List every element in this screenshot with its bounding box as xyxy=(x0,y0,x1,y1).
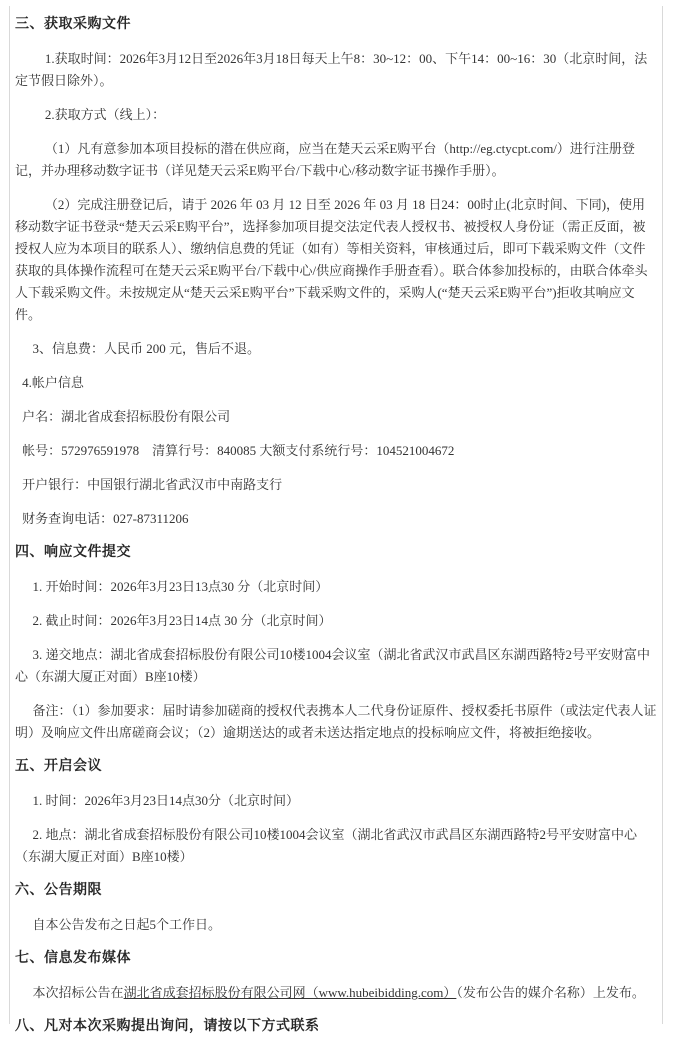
s5-open-place: 2. 地点：湖北省成套招标股份有限公司10楼1004会议室（湖北省武汉市武昌区东湖西路特2号平安财富中心（东湖大厦正对面）B座10楼） xyxy=(15,824,657,868)
publish-website-link[interactable]: 湖北省成套招标股份有限公司网（www.hubeibidding.com） xyxy=(124,985,457,1000)
section-8-heading: 八、凡对本次采购提出询问，请按以下方式联系 xyxy=(15,1016,657,1038)
s3-method-item-2: （2）完成注册登记后，请于 2026 年 03 月 12 日至 2026 年 03 月 18 日24：00时止(北京时间、下同)，使用移动数字证书登录“楚天云采E购平台”，选择参加项目提交法定代表人授权书、被授权人身份证（需正反面，被授权人应为本项目的联系人）、缴纳信息费的凭证（如有）等相关资料，审核通过后，即可下载采购文件（文件获取的具体操作流程可在楚天云采E购平台/下载中心/供应商操作手册查看）。联合体参加投标的，由联合体牵头人下载采购文件。未按规定从“楚天云采E购平台”下载采购文件的，采购人(“楚天云采E购平台”)拒收其响应文件。 xyxy=(15,194,657,326)
s3-account-name: 户名：湖北省成套招标股份有限公司 xyxy=(15,406,657,428)
s5-open-time: 1. 时间：2026年3月23日14点30分（北京时间） xyxy=(15,790,657,812)
s3-account-info-title: 4.帐户信息 xyxy=(15,372,657,394)
section-6-heading: 六、公告期限 xyxy=(15,880,657,902)
s3-obtain-time: 1.获取时间：2026年3月12日至2026年3月18日每天上午8：30~12：00、下午14：00~16：30（北京时间，法定节假日除外）。 xyxy=(15,48,657,92)
s3-account-number: 帐号：572976591978 清算行号：840085 大额支付系统行号：104521004672 xyxy=(15,440,657,462)
s4-remarks: 备注：（1）参加要求：届时请参加磋商的授权代表携本人二代身份证原件、授权委托书原件（或法定代表人证明）及响应文件出席磋商会议；（2）逾期送达的或者未送达指定地点的投标响应文件，将被拒绝接收。 xyxy=(15,700,657,744)
s7-publish-prefix: 本次招标公告在 xyxy=(33,985,124,1000)
s4-submit-place: 3. 递交地点：湖北省成套招标股份有限公司10楼1004会议室（湖北省武汉市武昌区东湖西路特2号平安财富中心（东湖大厦正对面）B座10楼） xyxy=(15,644,657,688)
s4-deadline: 2. 截止时间：2026年3月23日14点 30 分（北京时间） xyxy=(15,610,657,632)
s4-start-time: 1. 开始时间：2026年3月23日13点30 分（北京时间） xyxy=(15,576,657,598)
s3-finance-phone: 财务查询电话：027-87311206 xyxy=(15,508,657,530)
s3-info-fee: 3、信息费：人民币 200 元，售后不退。 xyxy=(15,338,657,360)
section-3-heading: 三、获取采购文件 xyxy=(15,14,657,36)
s6-announcement-period: 自本公告发布之日起5个工作日。 xyxy=(15,914,657,936)
s3-method-item-1: （1）凡有意参加本项目投标的潜在供应商，应当在楚天云采E购平台（http://eg.ctycpt.com/）进行注册登记，并办理移动数字证书（详见楚天云采E购平台/下载中心/移动数字证书操作手册）。 xyxy=(15,138,657,182)
s7-publish-suffix: （发布公告的媒介名称）上发布。 xyxy=(456,985,645,1000)
s3-obtain-method: 2.获取方式（线上）： xyxy=(15,104,657,126)
document-page xyxy=(9,6,663,1024)
section-5-heading: 五、开启会议 xyxy=(15,756,657,778)
s3-bank: 开户银行：中国银行湖北省武汉市中南路支行 xyxy=(15,474,657,496)
section-7-heading: 七、信息发布媒体 xyxy=(15,948,657,970)
s7-publish-media xyxy=(15,982,657,1004)
section-4-heading: 四、响应文件提交 xyxy=(15,542,657,564)
